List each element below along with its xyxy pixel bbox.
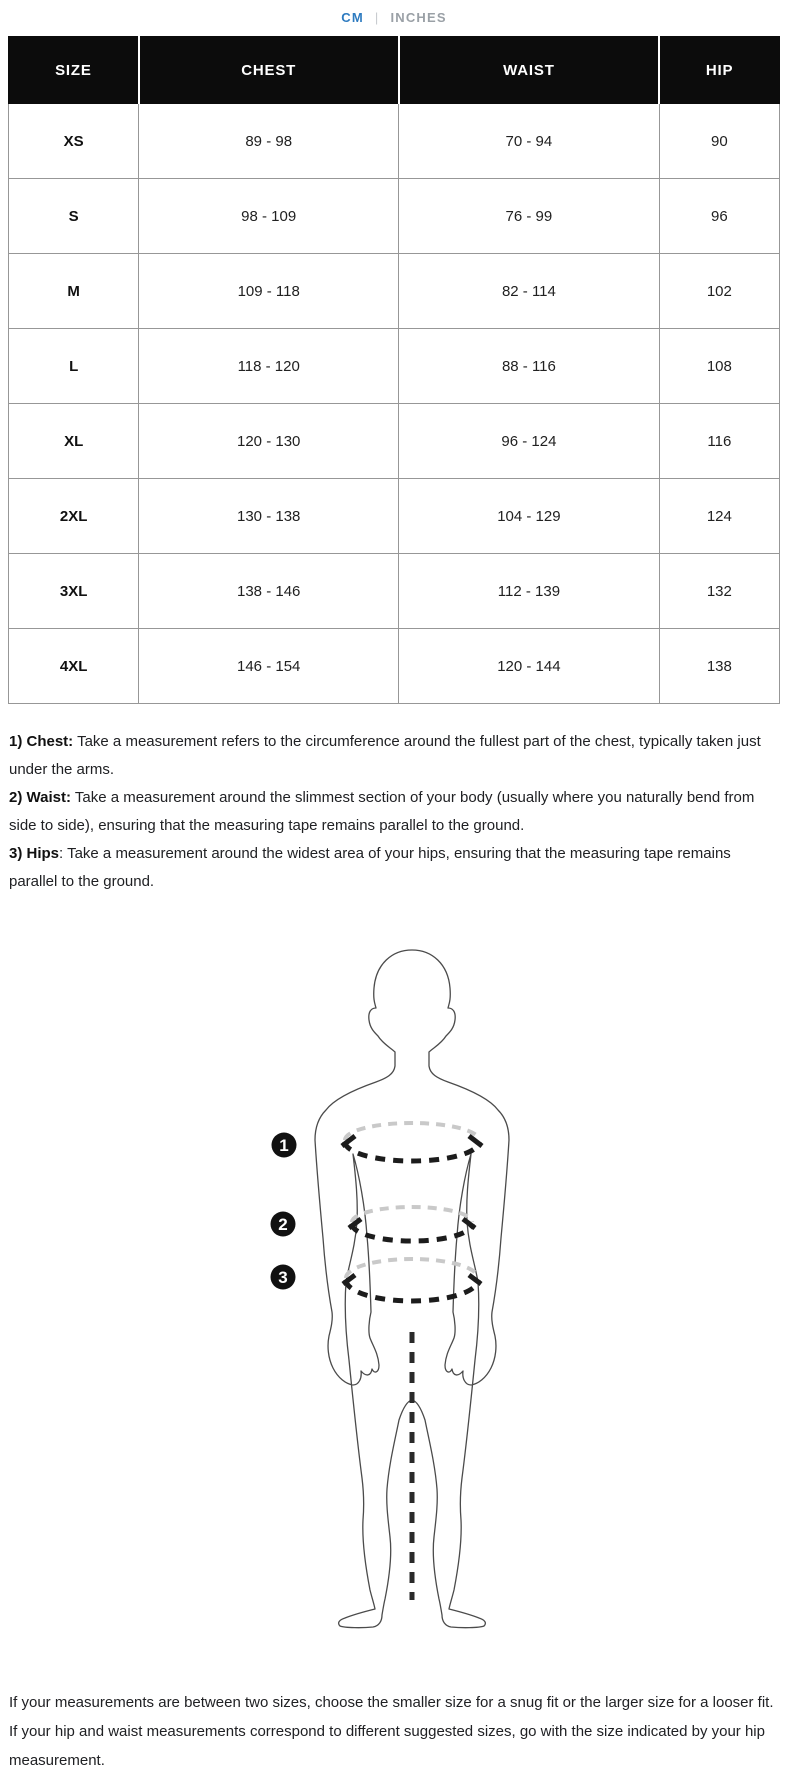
table-row bbox=[9, 254, 780, 329]
chest-cell: 118 - 120 bbox=[139, 329, 399, 404]
chest-cell: 89 - 98 bbox=[139, 104, 399, 179]
hip-cell: 124 bbox=[659, 479, 779, 554]
body-diagram-svg bbox=[0, 948, 788, 1648]
tab-cm[interactable]: CM bbox=[341, 10, 364, 25]
size-cell: S bbox=[9, 179, 139, 254]
hip-cell: 90 bbox=[659, 104, 779, 179]
svg-text:1: 1 bbox=[279, 1136, 289, 1155]
table-row bbox=[9, 479, 780, 554]
size-cell: 4XL bbox=[9, 629, 139, 704]
column-header-chest: CHEST bbox=[139, 37, 399, 104]
size-cell: 2XL bbox=[9, 479, 139, 554]
hip-cell: 116 bbox=[659, 404, 779, 479]
svg-text:3: 3 bbox=[278, 1268, 288, 1287]
hip-cell: 102 bbox=[659, 254, 779, 329]
waist-cell: 88 - 116 bbox=[399, 329, 660, 404]
size-cell: L bbox=[9, 329, 139, 404]
size-cell: XS bbox=[9, 104, 139, 179]
table-row bbox=[9, 629, 780, 704]
body-outline bbox=[315, 950, 509, 1628]
size-cell: XL bbox=[9, 404, 139, 479]
chest-cell: 138 - 146 bbox=[139, 554, 399, 629]
chest-cell: 98 - 109 bbox=[139, 179, 399, 254]
waist-cell: 96 - 124 bbox=[399, 404, 660, 479]
marker-2-badge bbox=[271, 1212, 296, 1237]
chest-cell: 120 - 130 bbox=[139, 404, 399, 479]
waist-cell: 76 - 99 bbox=[399, 179, 660, 254]
body-measurement-diagram bbox=[0, 948, 788, 1648]
note-chest: 1) Chest: Take a measurement refers to the circumference around the fullest part of the chest, typically taken just under the arms. bbox=[9, 733, 761, 778]
waist-cell: 70 - 94 bbox=[399, 104, 660, 179]
hip-cell: 96 bbox=[659, 179, 779, 254]
hip-cell: 108 bbox=[659, 329, 779, 404]
size-cell: M bbox=[9, 254, 139, 329]
waist-cell: 104 - 129 bbox=[399, 479, 660, 554]
table-body bbox=[9, 104, 780, 704]
fit-advice-note: If your measurements are between two sizes, choose the smaller size for a snug fit or the larger size for a looser fit. If your hip and waist measurements correspond to different suggested sizes, go with the size indicated by your hip measurement. bbox=[9, 1694, 774, 1769]
size-chart-table bbox=[8, 36, 780, 704]
waist-cell: 82 - 114 bbox=[399, 254, 660, 329]
table-row bbox=[9, 179, 780, 254]
waist-cell: 112 - 139 bbox=[399, 554, 660, 629]
chest-cell: 130 - 138 bbox=[139, 479, 399, 554]
note-waist: 2) Waist: Take a measurement around the slimmest section of your body (usually where you naturally bend from side to side), ensuring that the measuring tape remains parallel to the ground. bbox=[9, 789, 755, 834]
chest-cell: 146 - 154 bbox=[139, 629, 399, 704]
svg-text:2: 2 bbox=[278, 1215, 288, 1234]
header-row bbox=[9, 37, 780, 104]
table-row bbox=[9, 104, 780, 179]
table-row bbox=[9, 404, 780, 479]
measurement-notes bbox=[9, 728, 779, 896]
column-header-size: SIZE bbox=[9, 37, 139, 104]
size-cell: 3XL bbox=[9, 554, 139, 629]
column-header-hip: HIP bbox=[659, 37, 779, 104]
chest-cell: 109 - 118 bbox=[139, 254, 399, 329]
note-hips: 3) Hips: Take a measurement around the widest area of your hips, ensuring that the measuring tape remains parallel to the ground. bbox=[9, 845, 731, 890]
tab-inches[interactable]: INCHES bbox=[390, 10, 447, 25]
waist-cell: 120 - 144 bbox=[399, 629, 660, 704]
unit-toggle bbox=[0, 0, 788, 26]
tab-separator: | bbox=[374, 10, 380, 25]
marker-1-badge bbox=[272, 1133, 297, 1158]
table-row bbox=[9, 329, 780, 404]
hip-cell: 138 bbox=[659, 629, 779, 704]
marker-3-badge bbox=[271, 1265, 296, 1290]
table-row bbox=[9, 554, 780, 629]
hip-cell: 132 bbox=[659, 554, 779, 629]
column-header-waist: WAIST bbox=[399, 37, 660, 104]
